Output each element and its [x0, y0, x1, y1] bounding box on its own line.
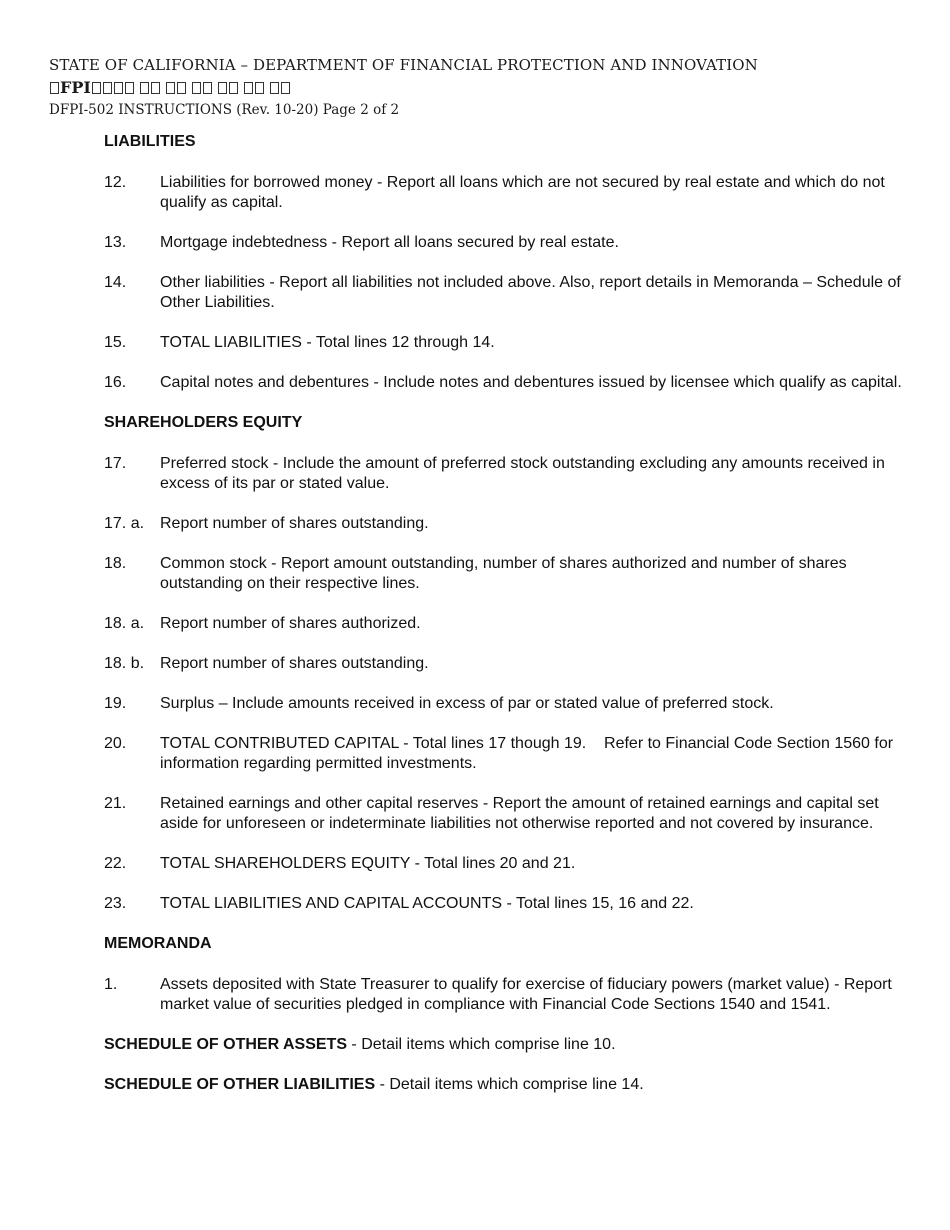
list-item: 18. a. Report number of shares authorized.: [104, 615, 421, 632]
list-item: 19. Surplus – Include amounts received in excess of par or stated value of preferred stock.: [104, 695, 774, 712]
list-item: 18. b. Report number of shares outstanding.: [104, 655, 429, 672]
list-item: 22. TOTAL SHAREHOLDERS EQUITY - Total lines 20 and 21.: [104, 855, 576, 872]
list-item: 17. a. Report number of shares outstanding.: [104, 515, 429, 532]
list-item: 21. Retained earnings and other capital reserves - Report the amount of retained earnings and capital set aside for unforeseen or indeterminate liabilities not otherwise reported and not covered by insurance.: [104, 795, 879, 832]
list-item: 17. Preferred stock - Include the amount of preferred stock outstanding excluding any amounts received in excess of its par or stated value.: [104, 455, 885, 492]
list-item: 12. Liabilities for borrowed money - Report all loans which are not secured by real estate and which do not qualify as capital.: [104, 174, 885, 211]
agency-header: STATE OF CALIFORNIA – DEPARTMENT OF FINANCIAL PROTECTION AND INNOVATION: [49, 56, 758, 74]
section-title-liabilities: LIABILITIES: [104, 133, 196, 150]
list-item: 18. Common stock - Report amount outstanding, number of shares authorized and number of shares outstanding on their respective lines.: [104, 555, 847, 592]
schedule-other-liabilities: SCHEDULE OF OTHER LIABILITIES - Detail items which comprise line 14.: [104, 1076, 644, 1093]
list-item: 23. TOTAL LIABILITIES AND CAPITAL ACCOUNTS - Total lines 15, 16 and 22.: [104, 895, 694, 912]
list-item: 14. Other liabilities - Report all liabilities not included above. Also, report details in Memoranda – Schedule of Other Liabilities.: [104, 274, 901, 311]
list-item: 20. TOTAL CONTRIBUTED CAPITAL - Total lines 17 though 19. Refer to Financial Code Section 1560 for information regarding permitted investments.: [104, 735, 898, 772]
form-id-page: DFPI-502 INSTRUCTIONS (Rev. 10-20) Page 2 of 2: [49, 102, 400, 118]
list-item: 1. Assets deposited with State Treasurer to qualify for exercise of fiduciary powers (market value) - Report market value of securities pledged in compliance with Financial Code Sections 1540 and 1541.: [104, 976, 892, 1013]
section-title-memoranda: MEMORANDA: [104, 935, 212, 952]
instructions-body: [104, 132, 904, 1095]
list-item: 15. TOTAL LIABILITIES - Total lines 12 through 14.: [104, 334, 495, 351]
dfpi-logo-line: [49, 78, 291, 97]
logo-box-glyph: [50, 82, 59, 94]
logo-text: FPI: [60, 78, 91, 97]
section-title-equity: SHAREHOLDERS EQUITY: [104, 414, 303, 431]
schedule-other-assets: SCHEDULE OF OTHER ASSETS - Detail items which comprise line 10.: [104, 1036, 616, 1053]
list-item: 16. Capital notes and debentures - Include notes and debentures issued by licensee which qualify as capital.: [104, 374, 902, 391]
list-item: 13. Mortgage indebtedness - Report all loans secured by real estate.: [104, 234, 619, 251]
